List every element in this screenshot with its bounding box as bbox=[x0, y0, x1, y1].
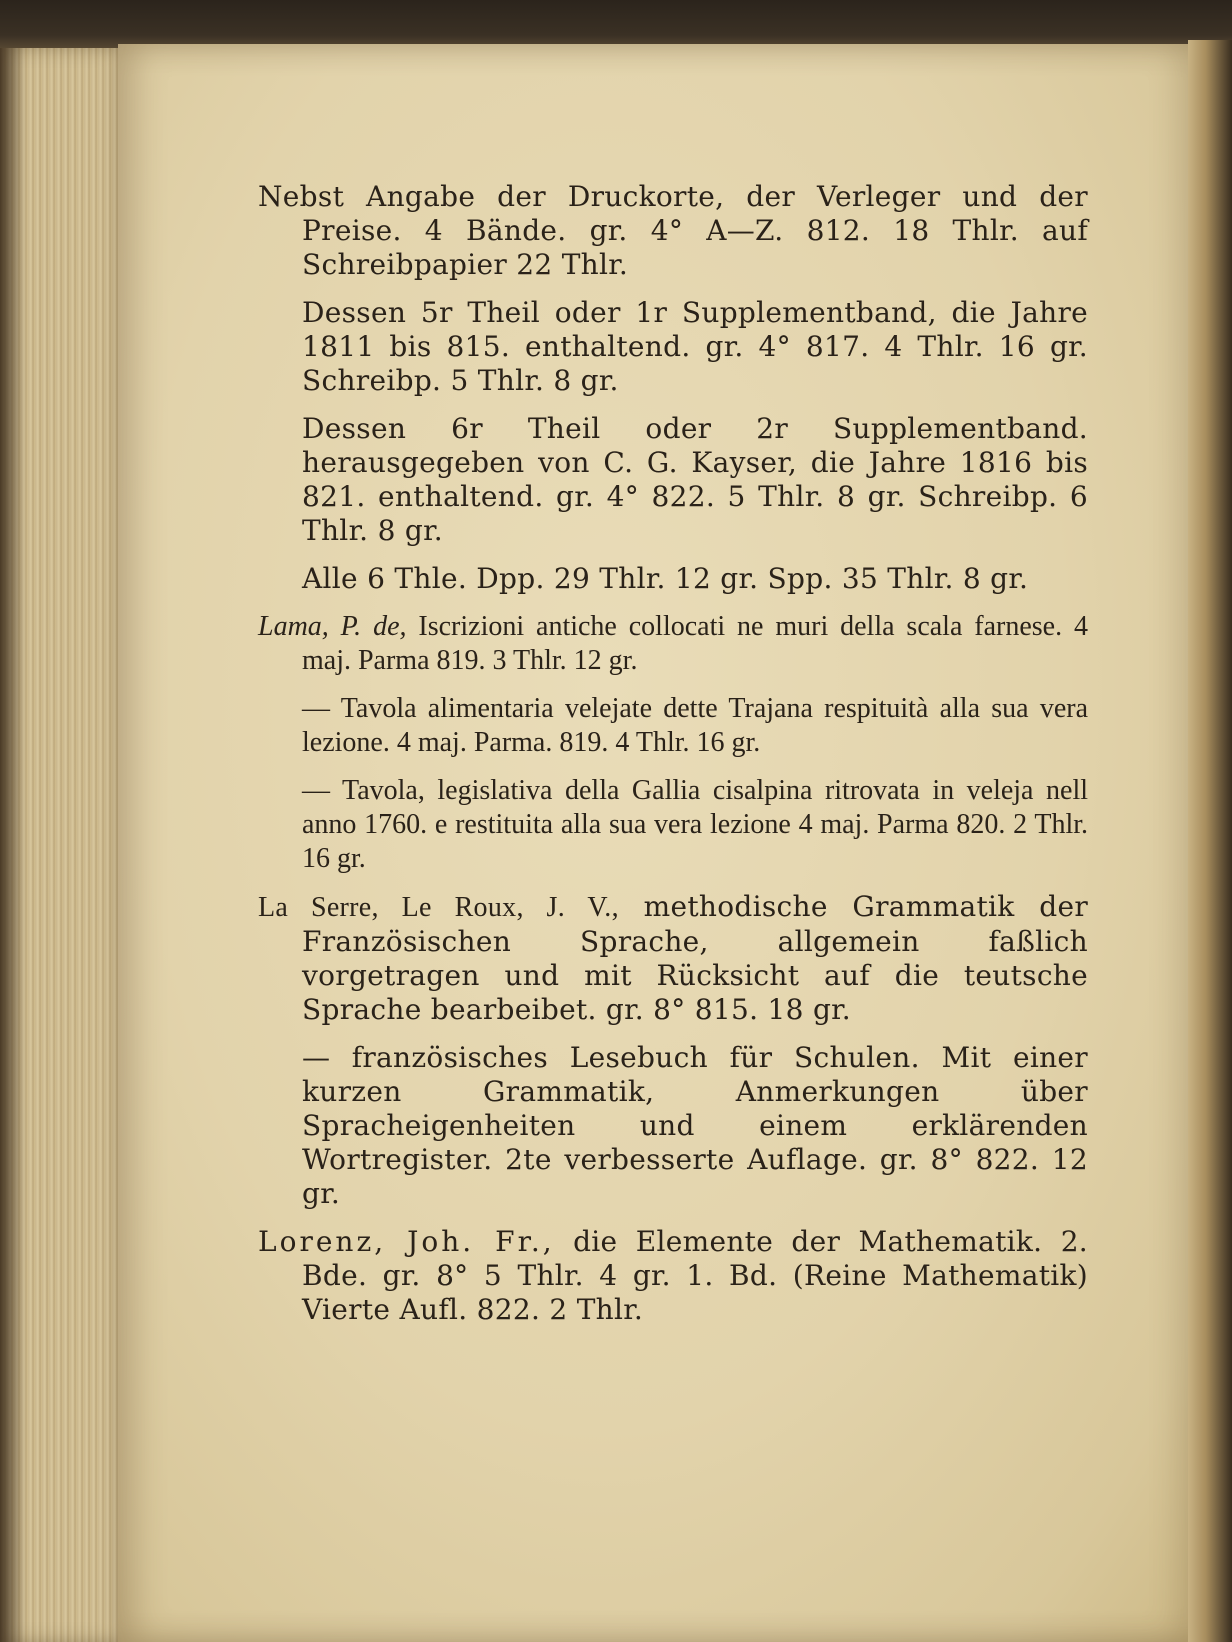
entry-text: Nebst Angabe der Druckorte, der Verleger und der Preise. 4 Bände. gr. 4° A—Z. 812. 18 Thlr. auf Schreibpapier 22 Thlr. bbox=[258, 180, 1088, 281]
entry-la-serre-lesebuch bbox=[258, 1041, 1088, 1211]
entry-text: Tavola, legislativa della Gallia cisalpina ritrovata in veleja nell anno 1760. e restituita alla sua vera lezione 4 maj. Parma 820. 2 Thlr. 16 gr. bbox=[302, 775, 1089, 874]
entry-text: Tavola alimentaria velejate dette Trajana respituità alla sua vera lezione. 4 maj. Parma. 819. 4 Thlr. 16 gr. bbox=[302, 693, 1088, 758]
entry-continuation bbox=[258, 180, 1088, 282]
entry-text: Iscrizioni antiche collocati ne muri della scala farnese. 4 maj. Parma 819. 3 Thlr. 12 gr. bbox=[302, 611, 1088, 676]
entry-alle-6 bbox=[258, 562, 1088, 596]
left-edge-shadow bbox=[0, 48, 26, 1642]
book-gutter bbox=[1188, 40, 1232, 1642]
entry-text: die Elemente der Mathematik. 2. Bde. gr. 8° 5 Thlr. 4 gr. 1. Bd. (Reine Mathematik) Vierte Aufl. 822. 2 Thlr. bbox=[302, 1225, 1089, 1326]
entry-lorenz bbox=[258, 1225, 1088, 1327]
page-text bbox=[258, 180, 1088, 1341]
book-top-edge bbox=[0, 0, 1232, 50]
entry-lama-tavola-legislativa bbox=[258, 774, 1088, 876]
entry-text: Dessen 5r Theil oder 1r Supplementband, die Jahre 1811 bis 815. enthaltend. gr. 4° 817. 4 Thlr. 16 gr. Schreibp. 5 Thlr. 8 gr. bbox=[302, 296, 1088, 397]
entry-author: Lama, P. de, bbox=[258, 611, 407, 642]
entry-dessen-5 bbox=[258, 296, 1088, 398]
entry-lama-tavola-alimentaria bbox=[258, 692, 1088, 760]
entry-lama bbox=[258, 610, 1088, 678]
ditto-dash: — bbox=[302, 693, 330, 724]
entry-author: Lorenz, Joh. Fr., bbox=[258, 1225, 555, 1258]
entry-text: methodische Grammatik der Französischen Sprache, allgemein faßlich vorgetragen und mit Rücksicht auf die teutsche Sprache bearbeibet. gr. 8° 815. 18 gr. bbox=[302, 890, 1089, 1026]
entry-author: La Serre, Le Roux, J. V., bbox=[258, 892, 619, 923]
entry-text: französisches Lesebuch für Schulen. Mit einer kurzen Grammatik, Anmerkungen über Spracheigenheiten und einem erklärenden Wortregister. 2te verbesserte Auflage. gr. 8° 822. 12 gr. bbox=[302, 1041, 1088, 1210]
entry-dessen-6 bbox=[258, 412, 1088, 548]
ditto-dash: — bbox=[302, 775, 330, 806]
entry-la-serre bbox=[258, 890, 1088, 1027]
entry-text: Dessen 6r Theil oder 2r Supplementband. herausgegeben von C. G. Kayser, die Jahre 1816 bis 821. enthaltend. gr. 4° 822. 5 Thlr. 8 gr. Schreibp. 6 Thlr. 8 gr. bbox=[302, 412, 1088, 547]
entry-text: Alle 6 Thle. Dpp. 29 Thlr. 12 gr. Spp. 35 Thlr. 8 gr. bbox=[302, 562, 1029, 595]
ditto-dash: — bbox=[302, 1041, 330, 1074]
